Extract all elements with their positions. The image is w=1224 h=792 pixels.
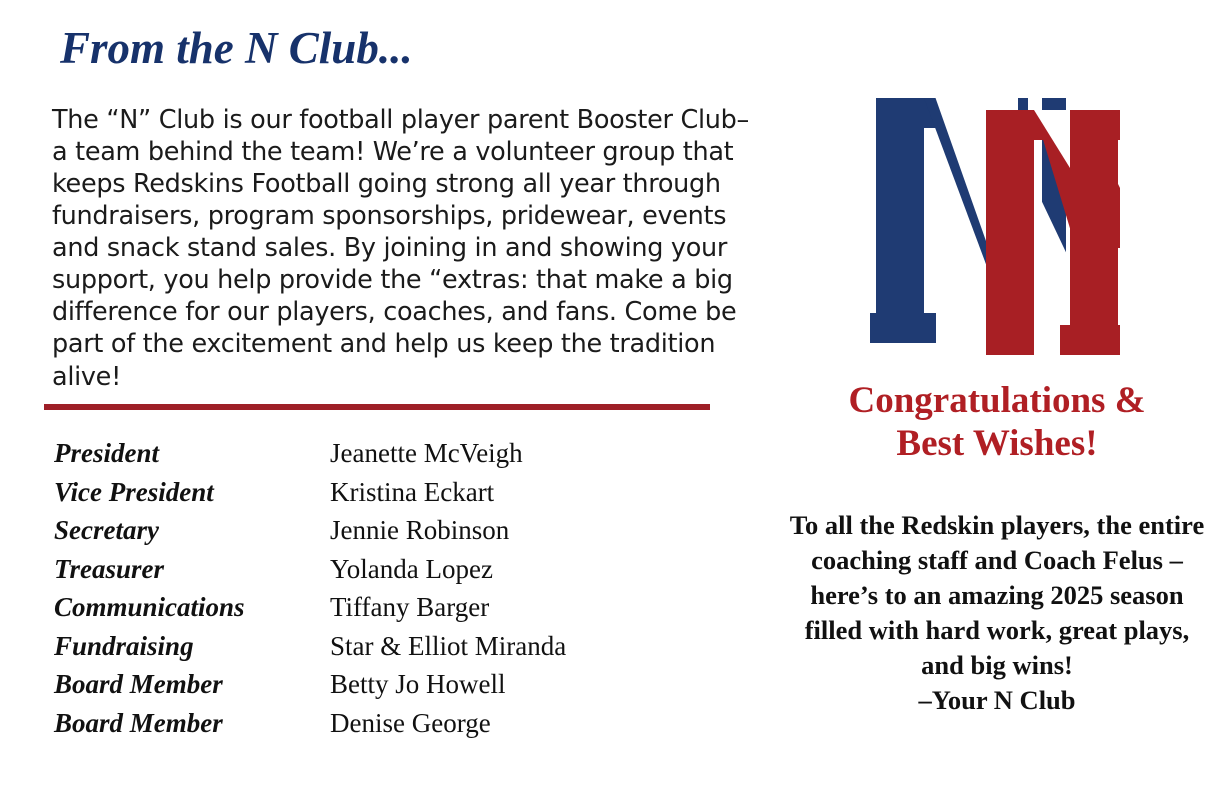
officer-name: Kristina Eckart [330, 476, 495, 507]
n-club-section [52, 24, 752, 418]
officer-name: Jennie Robinson [330, 515, 510, 545]
n-club-logo [870, 88, 1120, 360]
table-row [54, 438, 714, 477]
officer-name: Denise George [330, 707, 491, 738]
congratulations-heading [770, 380, 1224, 465]
signature: –Your N Club [918, 684, 1076, 715]
table-row [54, 554, 714, 593]
table-row [54, 708, 714, 747]
congratulations-message-block [784, 508, 1210, 718]
officer-role: Secretary [54, 515, 159, 545]
congratulations-message: To all the Redskin players, the entire coaching staff and Coach Felus – here’s to an amazing 2025 season filled with hard work, great plays, and big wins! [789, 510, 1205, 680]
letter-n-logo-icon [870, 88, 1120, 360]
n-club-description: The “N” Club is our football player parent Booster Club– a team behind the team! We’re a volunteer group that keeps Redskins Football going strong all year through fundraisers, program sponsorships, pridewear, events and snack stand sales. By joining in and showing your support, you help provide the “extras: that make a big difference for our players, coaches, and fans. Come be part of the excitement and help us keep the tradition alive! [52, 104, 749, 392]
congratulations-line-1: Congratulations & [848, 380, 1146, 421]
officer-role: Fundraising [54, 630, 194, 661]
congratulations-section [770, 0, 1224, 792]
table-row [54, 631, 714, 670]
page-title: From the N Club... [60, 23, 413, 73]
officer-role: President [54, 438, 159, 468]
table-row [54, 515, 714, 554]
officer-name: Yolanda Lopez [330, 553, 493, 584]
officer-role: Board Member [54, 707, 223, 738]
officer-name: Tiffany Barger [330, 592, 490, 622]
officer-name: Betty Jo Howell [330, 669, 506, 699]
officer-role: Treasurer [54, 553, 165, 584]
table-row [54, 669, 714, 708]
officer-role: Communications [54, 592, 245, 622]
officer-role: Board Member [54, 669, 223, 699]
congratulations-line-2: Best Wishes! [896, 422, 1098, 464]
officer-name: Star & Elliot Miranda [330, 630, 567, 661]
table-row [54, 592, 714, 631]
section-divider [44, 404, 710, 410]
table-row [54, 477, 714, 516]
officer-name: Jeanette McVeigh [330, 438, 523, 468]
officer-role: Vice President [54, 476, 214, 507]
officers-table [54, 438, 714, 746]
